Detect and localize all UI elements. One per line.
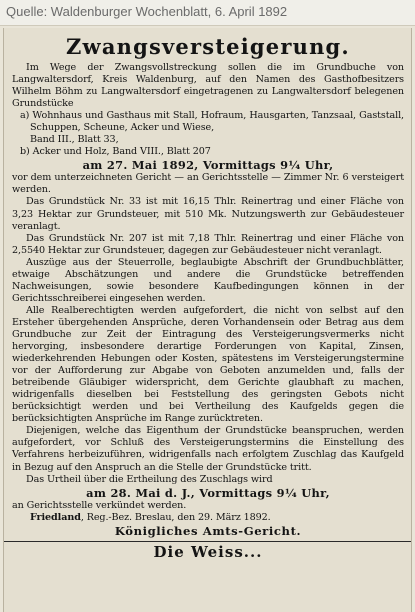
place-name: Friedland bbox=[30, 511, 81, 523]
property-item-b: b) Acker und Holz, Band VIII., Blatt 207 bbox=[20, 146, 211, 158]
property-item-a-ref: Band III., Blatt 33, bbox=[30, 134, 119, 146]
paragraph-ownership-claims: Diejenigen, welche das Eigenthum der Grundstücke beanspruchen, werden aufgefordert, vor Schluß des Versteigerungstermins die Einstellung des Verfahrens herbeizuführen, widrigenfalls nach erfolgtem Zuschlag das Kaufgeld in Bezug auf den Anspruch an die Stelle der Grundstücke tritt. bbox=[12, 425, 404, 473]
issuing-authority: Königliches Amts-Gericht. bbox=[114, 523, 302, 538]
paragraph-property-33: Das Grundstück Nr. 33 ist mit 16,15 Thlr. Reinertrag und einer Fläche von 3,23 Hektar zur Grundsteuer, mit 510 Mk. Nutzungswerth zur Gebäudesteuer veranlagt. bbox=[12, 196, 404, 232]
source-caption bbox=[0, 0, 415, 26]
next-notice-heading: Die Weiss... bbox=[153, 542, 263, 561]
auction-date: am 27. Mai 1892, Vormittags 9¼ Uhr, bbox=[82, 158, 334, 173]
newspaper-clipping bbox=[3, 28, 412, 612]
paragraph-documents: Auszüge aus der Steuerrolle, beglaubigte Abschrift der Grundbuchblätter, etwaige Abschätzungen und andere die Grundstücke betreffenden Nachweisungen, sowie besondere Kaufbedingungen können in der Gerichtsschreiberei eingesehen werden. bbox=[12, 256, 404, 304]
property-item-a: a) Wohnhaus und Gasthaus mit Stall, Hofraum, Hausgarten, Tanzsaal, Gaststall, Schuppen, Scheune, Acker und Wiese, bbox=[20, 110, 404, 134]
paragraph-judgment: Das Urtheil über die Ertheilung des Zuschlags wird bbox=[26, 473, 273, 485]
notice-title: Zwangsversteigerung. bbox=[66, 34, 350, 59]
place-and-date bbox=[12, 512, 404, 524]
judgment-date: am 28. Mai d. J., Vormittags 9¼ Uhr, bbox=[86, 485, 330, 500]
source-text: Quelle: Waldenburger Wochenblatt, 6. April 1892 bbox=[6, 4, 288, 19]
paragraph-property-207: Das Grundstück Nr. 207 ist mit 7,18 Thlr. Reinertrag und einer Fläche von 2,5540 Hektar zur Grundsteuer, dagegen zur Gebäudesteuer nicht veranlagt. bbox=[12, 232, 404, 256]
intro-paragraph: Im Wege der Zwangsvollstreckung sollen die im Grundbuche von Langwaltersdorf, Kreis Waldenburg, auf den Namen des Gasthofbesitzers Wilhelm Böhm zu Langwaltersdorf eingetragenen zu Langwaltersdorf belegenen Grundstücke bbox=[12, 62, 404, 110]
paragraph-creditors: Alle Realberechtigten werden aufgefordert, die nicht von selbst auf den Ersteher übergehenden Ansprüche, deren Vorhandensein oder Betrag aus dem Grundbuche zur Zeit der Eintragung des Versteigerungsvermerks nicht hervorging, insbesondere derartige Forderungen von Kapital, Zinsen, wiederkehrenden Hebungen oder Kosten, spätestens im Versteigerungstermine vor der Aufforderung zur Abgabe von Geboten anzumelden und, falls der betreibende Gläubiger widerspricht, dem Gerichte glaubhaft zu machen, widrigenfalls dieselben bei Feststellung des geringsten Gebots nicht berücksichtigt werden und bei Vertheilung des Kaufgelds gegen die berücksichtigten Ansprüche im Range zurücktreten. bbox=[12, 304, 404, 425]
judgment-location-text: an Gerichtsstelle verkündet werden. bbox=[12, 499, 187, 511]
column-divider bbox=[4, 541, 411, 542]
auction-location-text: vor dem unterzeichneten Gericht — an Gerichtsstelle — Zimmer Nr. 6 versteigert werden. bbox=[12, 172, 404, 196]
place-date: , Reg.-Bez. Breslau, den 29. März 1892. bbox=[80, 511, 271, 523]
notice-body bbox=[12, 62, 404, 538]
